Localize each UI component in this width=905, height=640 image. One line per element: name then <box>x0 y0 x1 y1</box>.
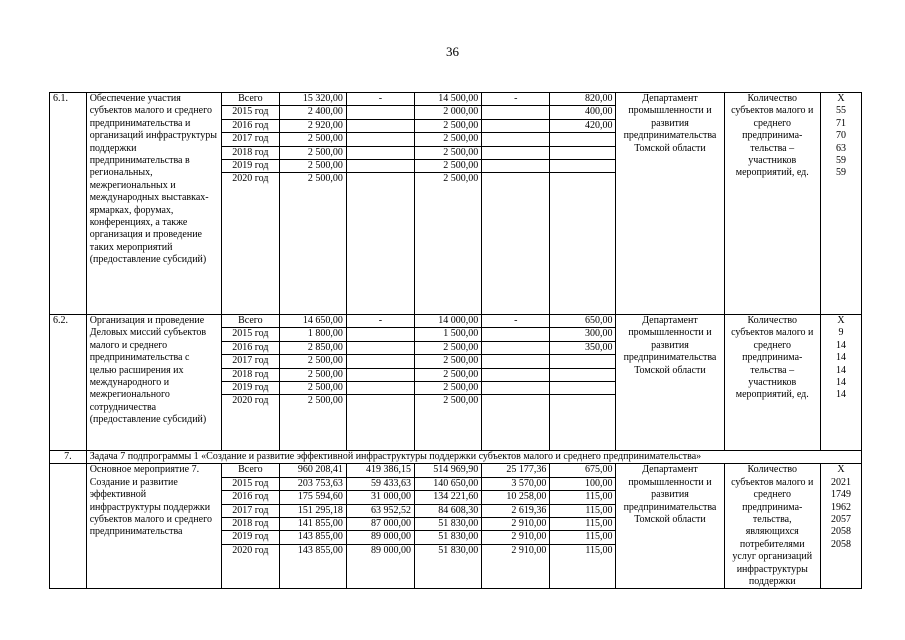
item-7-other-sources-list-cell: 115,00 <box>550 491 615 504</box>
item-6-1-federal-budget-list-cell <box>347 133 414 146</box>
item-6-2-years-list-cell: Всего <box>222 315 279 328</box>
item-6-2-years-list-cell: 2019 год <box>222 382 279 395</box>
item-7-local-budget-list-cell: 2 910,00 <box>482 518 549 531</box>
item-6-1-total-financing-list-cell: 2 500,00 <box>280 146 346 159</box>
item-6-2-indicator-value: 14 <box>836 352 846 364</box>
item-6-2-regional-budget-list-cell: 2 500,00 <box>415 382 481 395</box>
item-7-years-list-cell: 2015 год <box>222 477 279 490</box>
item-7-local-budget-list-cell: 2 910,00 <box>511 544 547 556</box>
item-7-local-budget-list <box>482 464 549 557</box>
item-7-total-financing-list <box>280 464 346 557</box>
item-6-1-years-list-cell: 2018 год <box>222 146 279 159</box>
item-6-2-indicator-value: 14 <box>836 339 846 351</box>
item-6-2-local-budget-list-cell <box>482 355 549 368</box>
item-7-years-list-cell: Всего <box>222 464 279 477</box>
item-6-1-regional-budget-list-cell: 2 500,00 <box>415 119 481 132</box>
item-6-2-federal-budget-list-cell: - <box>347 315 414 328</box>
item-7-years-list-cell: 2020 год <box>232 544 269 556</box>
item-7-federal-budget-list-cell: 59 433,63 <box>347 477 414 490</box>
item-6-2-row <box>50 315 862 451</box>
item-6-2-indicator-value: 9 <box>838 327 844 339</box>
item-6-2-other-sources <box>550 315 616 451</box>
task-7-title: Задача 7 подпрограммы 1 «Создание и развитие эффективной инфраструктуры поддержки субъектов малого и среднего предпринимательства» <box>86 451 861 464</box>
item-6-2-regional-budget-list-cell: 2 500,00 <box>415 341 481 354</box>
item-6-2-other-sources-list <box>550 315 615 408</box>
item-6-2-regional-budget-list-cell: 2 500,00 <box>443 395 479 407</box>
item-6-1-indicator-value: 63 <box>836 142 846 154</box>
item-7-total-financing-list-cell: 151 295,18 <box>280 504 346 517</box>
item-7-regional-budget-list-cell: 514 969,90 <box>415 464 481 477</box>
item-6-1-local-budget-list-cell <box>482 133 549 146</box>
item-6-1-indicator-value: 55 <box>836 105 846 117</box>
item-7-regional-budget-list-cell: 51 830,00 <box>438 544 479 556</box>
item-7-other-sources-list-cell: 115,00 <box>550 518 615 531</box>
item-6-1-federal-budget <box>346 93 414 315</box>
item-6-1-name: Обеспечение участия субъектов малого и среднего предпринимательства и организаций инфраструктуры поддержки предпринимательства в региональных, межрегиональных и международных выставках-ярмарках, форумах, конференциях, а также организация и проведение таких мероприятий (предоставление субсидий) <box>86 93 221 315</box>
item-6-2-total-financing-list-cell: 2 500,00 <box>280 382 346 395</box>
item-6-2-local-budget-list-cell <box>482 395 549 408</box>
item-6-2-federal-budget-list-cell <box>347 355 414 368</box>
item-6-2-total-financing-list-cell: 14 650,00 <box>280 315 346 328</box>
item-6-1-years-list-cell: 2017 год <box>222 133 279 146</box>
item-6-1-total-financing-list-cell: 2 500,00 <box>307 173 343 185</box>
item-6-1-indicator-value: 59 <box>836 167 846 179</box>
item-6-1-total-financing-list <box>280 93 346 186</box>
item-7-local-budget <box>482 464 550 589</box>
item-6-1-other-sources-list-cell <box>550 173 615 186</box>
item-7-federal-budget-list-cell: 63 952,52 <box>347 504 414 517</box>
item-6-1-federal-budget-list-cell <box>347 146 414 159</box>
item-7-other-sources-list-cell: 100,00 <box>550 477 615 490</box>
item-6-1-indicator-value: 59 <box>836 155 846 167</box>
item-6-1-years-list-cell: Всего <box>222 93 279 106</box>
item-7-regional-budget <box>415 464 482 589</box>
item-6-1-indicator-value: 71 <box>836 117 846 129</box>
item-6-1-other-sources-list-cell: 820,00 <box>550 93 615 106</box>
item-6-1-years-list-cell: 2019 год <box>222 160 279 173</box>
item-6-2-federal-budget <box>346 315 414 451</box>
item-7-local-budget-list-cell: 10 258,00 <box>482 491 549 504</box>
item-7-years-list <box>222 464 279 557</box>
item-6-1-regional-budget-list-cell: 2 500,00 <box>443 173 479 185</box>
item-7-years-list-cell: 2016 год <box>222 491 279 504</box>
item-7-indicator: Количество субъектов малого и среднего предпринима-тельства, являющихся потребителями услуг организаций инфраструктуры поддержки <box>724 464 821 589</box>
item-7-federal-budget-list-cell: 419 386,15 <box>347 464 414 477</box>
item-7-federal-budget-list-cell: 89 000,00 <box>347 531 414 544</box>
item-7-regional-budget-list-cell: 51 830,00 <box>415 531 481 544</box>
item-6-2-total-financing-list <box>280 315 346 408</box>
item-6-2-local-budget-list <box>482 315 549 408</box>
item-7-federal-budget-list <box>347 464 414 557</box>
item-7-local-budget-list-cell: 2 910,00 <box>482 531 549 544</box>
item-6-2-indicator: Количество субъектов малого и среднего предпринима-тельства – участников мероприятий, ед. <box>724 315 821 451</box>
item-6-1-federal-budget-list-cell <box>347 119 414 132</box>
item-6-1-local-budget-list-cell <box>482 146 549 159</box>
item-6-2-federal-budget-list-cell <box>347 341 414 354</box>
item-6-1-executor: Департамент промышленности и развития предпринимательства Томской области <box>616 93 724 315</box>
item-7-federal-budget-list-cell: 31 000,00 <box>347 491 414 504</box>
item-6-1-years-list-cell: 2020 год <box>232 173 269 185</box>
item-6-1-other-sources-list <box>550 93 615 186</box>
item-6-1-total-financing-list-cell: 2 500,00 <box>280 133 346 146</box>
item-6-1-indicator-values <box>821 93 862 315</box>
item-6-1-other-sources-list-cell: 400,00 <box>550 106 615 119</box>
item-6-1-total-financing-list-cell: 2 920,00 <box>280 119 346 132</box>
item-7-regional-budget-list-cell: 140 650,00 <box>415 477 481 490</box>
item-6-1-federal-budget-list-cell <box>347 159 414 172</box>
item-6-1-local-budget-list-cell <box>482 173 549 186</box>
item-6-1-row <box>50 93 862 315</box>
item-6-2-indicator-value: 14 <box>836 377 846 389</box>
item-6-1-years-list-cell: 2016 год <box>222 119 279 132</box>
item-6-1-local-budget-list-cell <box>482 159 549 172</box>
item-6-2-years-list-cell: 2020 год <box>232 395 269 407</box>
item-6-2-local-budget-list-cell: - <box>482 315 549 328</box>
item-6-1-years-list <box>222 93 279 186</box>
item-6-1-total-financing-list-cell: 2 400,00 <box>280 106 346 119</box>
item-6-2-regional-budget-list-cell: 2 500,00 <box>415 355 481 368</box>
item-7-indicator-value: 1749 <box>831 489 851 501</box>
item-6-1-other-sources-list-cell <box>550 133 615 146</box>
item-6-2-years <box>222 315 280 451</box>
item-6-2-indicator-value: X <box>837 315 845 326</box>
item-7-name: Основное мероприятие 7. Создание и развитие эффективной инфраструктуры поддержки субъектов малого и среднего предпринимательства <box>86 464 221 589</box>
item-7-indicator-values <box>821 464 862 589</box>
item-6-1-federal-budget-list-cell <box>347 106 414 119</box>
item-6-2-indicator-values <box>821 315 862 451</box>
item-6-2-years-list-cell: 2017 год <box>222 355 279 368</box>
item-6-2-regional-budget-list-cell: 2 500,00 <box>415 368 481 381</box>
item-6-2-executor: Департамент промышленности и развития предпринимательства Томской области <box>616 315 724 451</box>
item-6-1-indicator: Количество субъектов малого и среднего предпринима-тельства – участников мероприятий, ед. <box>724 93 821 315</box>
item-6-2-regional-budget-list <box>415 315 481 408</box>
item-6-2-local-budget-list-cell <box>482 381 549 394</box>
item-6-2-name: Организация и проведение Деловых миссий субъектов малого и среднего предпринимательства с целью расширения их международного и межрегионального сотрудничества (предоставление субсидий) <box>86 315 221 451</box>
item-7-total-financing-list-cell: 143 855,00 <box>280 531 346 544</box>
task-7-row <box>50 451 862 464</box>
item-7-other-sources-list-cell: 675,00 <box>550 464 615 477</box>
item-7-other-sources <box>550 464 616 589</box>
item-6-2-other-sources-list-cell <box>550 368 615 381</box>
item-7-indicator-value: 2058 <box>831 538 851 550</box>
item-6-2-federal-budget-list <box>347 315 414 408</box>
item-7-indicator-value: 1962 <box>831 501 851 513</box>
item-6-2-other-sources-list-cell: 650,00 <box>550 315 615 328</box>
item-7-indicator-value: X <box>837 464 845 476</box>
item-6-1-years-list-cell: 2015 год <box>222 106 279 119</box>
item-7-other-sources-list-cell: 115,00 <box>550 504 615 517</box>
program-table <box>49 92 862 589</box>
item-6-1-regional-budget-list <box>415 93 481 186</box>
item-6-2-federal-budget-list-cell <box>347 381 414 394</box>
item-7-total-financing-list-cell: 175 594,60 <box>280 491 346 504</box>
item-7-regional-budget-list-cell: 51 830,00 <box>415 518 481 531</box>
item-6-2-federal-budget-list-cell <box>347 395 414 408</box>
item-7-other-sources-list-cell: 115,00 <box>550 531 615 544</box>
item-7-local-budget-list-cell: 25 177,36 <box>482 464 549 477</box>
item-6-1-other-sources <box>550 93 616 315</box>
item-7-total-financing-list-cell: 960 208,41 <box>280 464 346 477</box>
item-6-2-other-sources-list-cell <box>550 382 615 395</box>
item-6-2-local-budget-list-cell <box>482 368 549 381</box>
item-6-1-other-sources-list-cell: 420,00 <box>550 119 615 132</box>
item-6-1-years <box>222 93 280 315</box>
item-7-years-list-cell: 2018 год <box>222 518 279 531</box>
item-6-2-regional-budget-list-cell: 1 500,00 <box>415 328 481 341</box>
item-6-1-regional-budget-list-cell: 2 000,00 <box>415 106 481 119</box>
item-7-federal-budget-list-cell: 87 000,00 <box>347 518 414 531</box>
item-7-federal-budget <box>346 464 414 589</box>
item-7-indicator-value: 2021 <box>831 476 851 488</box>
item-7-regional-budget-list-cell: 84 608,30 <box>415 504 481 517</box>
item-6-1-regional-budget <box>415 93 482 315</box>
item-6-2-years-list-cell: 2016 год <box>222 341 279 354</box>
item-7-indicator-value: 2057 <box>831 514 851 526</box>
item-7-total-financing-list-cell: 143 855,00 <box>297 544 343 556</box>
item-6-1-total-financing-list-cell: 15 320,00 <box>280 93 346 106</box>
item-6-1-federal-budget-list-cell <box>347 173 414 186</box>
item-7-local-budget-list-cell: 3 570,00 <box>482 477 549 490</box>
item-6-2-regional-budget <box>415 315 482 451</box>
item-6-2-local-budget <box>482 315 550 451</box>
item-6-2-total-financing <box>279 315 346 451</box>
item-6-2-total-financing-list-cell: 1 800,00 <box>280 328 346 341</box>
item-6-1-federal-budget-list-cell: - <box>347 93 414 106</box>
item-6-1-local-budget <box>482 93 550 315</box>
item-7-total-financing-list-cell: 203 753,63 <box>280 477 346 490</box>
item-7-number <box>50 464 87 589</box>
item-6-2-indicator-value: 14 <box>836 389 846 401</box>
item-6-1-federal-budget-list <box>347 93 414 186</box>
item-7-total-financing <box>279 464 346 589</box>
item-6-1-regional-budget-list-cell: 2 500,00 <box>415 133 481 146</box>
item-6-2-total-financing-list-cell: 2 500,00 <box>280 368 346 381</box>
item-6-2-total-financing-list-cell: 2 850,00 <box>280 341 346 354</box>
item-6-1-other-sources-list-cell <box>550 146 615 159</box>
item-6-2-indicator-value: 14 <box>836 364 846 376</box>
item-6-1-local-budget-list-cell <box>482 106 549 119</box>
item-6-2-number: 6.2. <box>50 315 87 451</box>
item-6-2-indicator-values-list <box>821 315 861 402</box>
item-6-2-years-list <box>222 315 279 408</box>
item-6-2-total-financing-list-cell: 2 500,00 <box>307 395 343 407</box>
page-number: 36 <box>446 44 459 59</box>
item-7-indicator-value: 2058 <box>831 526 851 538</box>
item-7-years <box>222 464 280 589</box>
item-7-regional-budget-list <box>415 464 481 557</box>
item-6-2-total-financing-list-cell: 2 500,00 <box>280 355 346 368</box>
item-6-2-other-sources-list-cell: 300,00 <box>550 328 615 341</box>
item-6-1-local-budget-list-cell: - <box>482 93 549 106</box>
item-6-2-other-sources-list-cell <box>550 395 615 408</box>
item-6-1-number: 6.1. <box>50 93 87 315</box>
item-6-2-federal-budget-list-cell <box>347 368 414 381</box>
item-6-1-total-financing-list-cell: 2 500,00 <box>280 160 346 173</box>
item-6-1-local-budget-list <box>482 93 549 186</box>
item-7-years-list-cell: 2017 год <box>222 504 279 517</box>
item-6-2-other-sources-list-cell: 350,00 <box>550 341 615 354</box>
item-6-2-years-list-cell: 2015 год <box>222 328 279 341</box>
item-7-federal-budget-list-cell: 89 000,00 <box>371 544 412 556</box>
item-6-2-federal-budget-list-cell <box>347 328 414 341</box>
item-7-executor: Департамент промышленности и развития предпринимательства Томской области <box>616 464 724 589</box>
item-6-2-local-budget-list-cell <box>482 328 549 341</box>
item-6-2-local-budget-list-cell <box>482 341 549 354</box>
item-7-indicator-values-list <box>821 464 861 551</box>
item-6-1-local-budget-list-cell <box>482 119 549 132</box>
item-6-1-regional-budget-list-cell: 14 500,00 <box>415 93 481 106</box>
item-6-1-indicator-value: X <box>837 93 845 104</box>
item-7-total-financing-list-cell: 141 855,00 <box>280 518 346 531</box>
item-7-row <box>50 464 862 589</box>
item-6-1-other-sources-list-cell <box>550 160 615 173</box>
item-6-1-regional-budget-list-cell: 2 500,00 <box>415 146 481 159</box>
item-6-1-regional-budget-list-cell: 2 500,00 <box>415 160 481 173</box>
item-6-1-total-financing <box>279 93 346 315</box>
item-6-1-indicator-values-list <box>821 93 861 180</box>
item-7-local-budget-list-cell: 2 619,36 <box>482 504 549 517</box>
item-7-other-sources-list-cell: 115,00 <box>585 544 613 556</box>
item-7-years-list-cell: 2019 год <box>222 531 279 544</box>
item-6-1-indicator-value: 70 <box>836 130 846 142</box>
item-7-regional-budget-list-cell: 134 221,60 <box>415 491 481 504</box>
item-7-other-sources-list <box>550 464 615 557</box>
item-6-2-regional-budget-list-cell: 14 000,00 <box>415 315 481 328</box>
item-6-2-other-sources-list-cell <box>550 355 615 368</box>
task-7-number: 7. <box>50 451 87 464</box>
item-6-2-years-list-cell: 2018 год <box>222 368 279 381</box>
